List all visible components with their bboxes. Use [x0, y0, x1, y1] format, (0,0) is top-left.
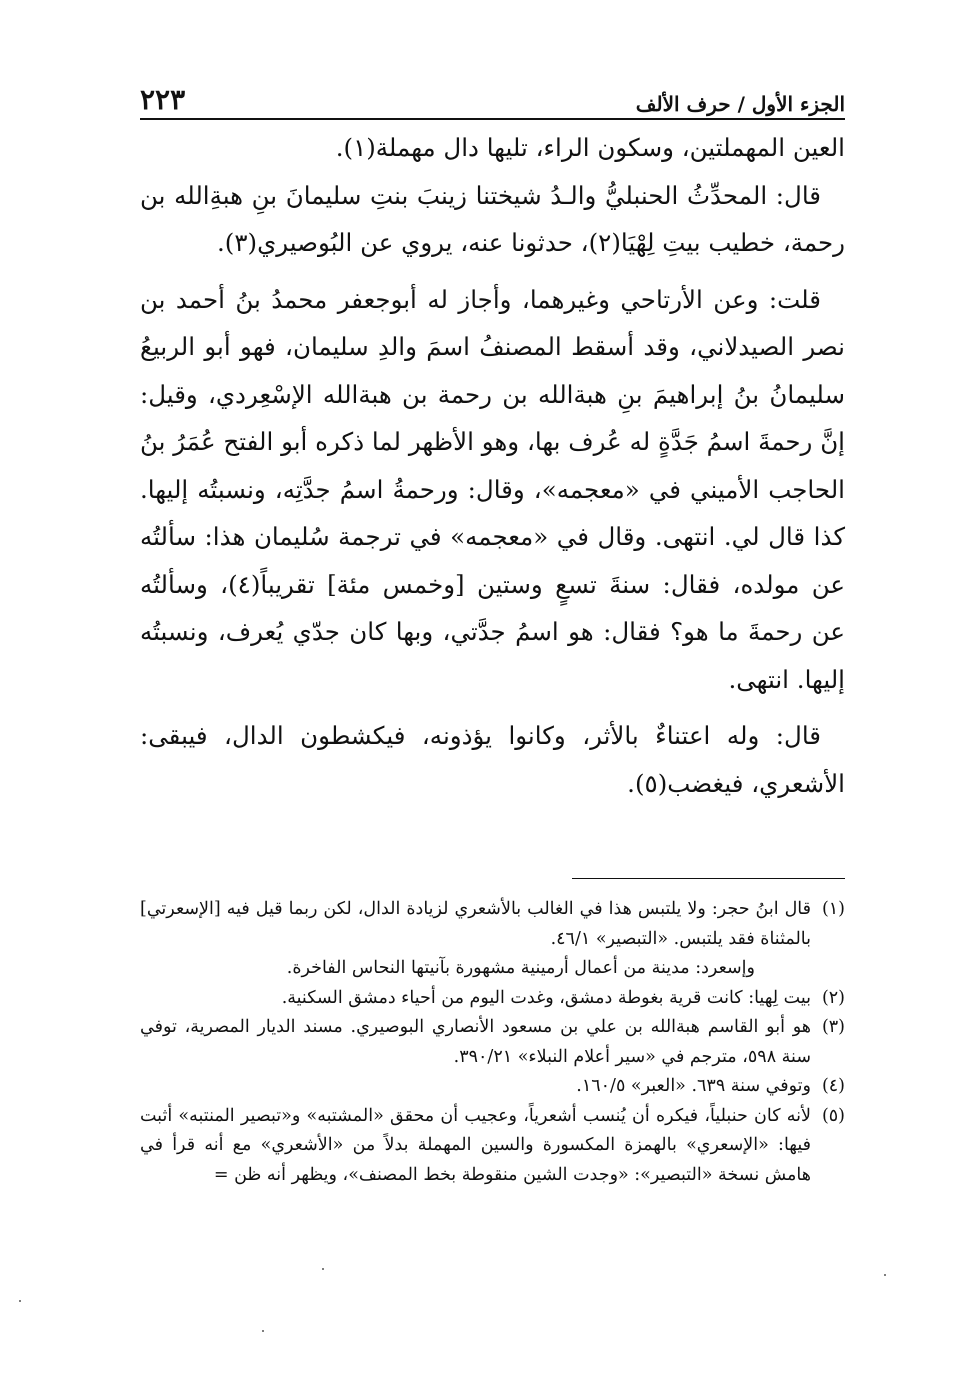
footnote-1-continuation: وإسعرد: مدينة من أعمال أرمينية مشهورة بآنيتها النحاس الفاخرة.: [286, 958, 755, 978]
header-rule: [140, 118, 845, 120]
footnote-text: لأنه كان حنبلياً، فيكره أن يُنسب أشعرياً، وعجيب أن محقق «المشتبه» و«تبصير المنتبه» أثبت فيها: «الإسعري» بالهمزة المكسورة والسين المهملة بدلاً من «الأشعري» مع أنه قرأ في هامش نسخة «التبصير»: «وجدت الشين منقوطة بخط المصنف»، ويظهر أنه ظن =: [140, 1105, 811, 1185]
footnote-text: قال ابنُ حجر: ولا يلتبس هذا في الغالب بالأشعري لزيادة الدال، لكن ربما قيل فيه [الإسعرتي] بالمثناة فقد يلتبس. «التبصير» ٤٦/١.: [140, 899, 811, 949]
footnote-text: بيت لِهيا: كانت قرية بغوطة دمشق، وغدت اليوم من أحياء دمشق السكنية.: [281, 987, 811, 1008]
scan-speck: [19, 1300, 21, 1302]
footnote-2: [140, 984, 845, 1014]
footnote-number: (٣): [821, 1017, 845, 1037]
footnote-number: (٥): [821, 1105, 845, 1126]
paragraph: العين المهملتين، وسكون الراء، تليها دال مهملة(١).: [335, 133, 845, 162]
page-header: [140, 70, 845, 116]
footnote-1: [140, 895, 845, 954]
footnote-text: وتوفي سنة ٦٣٩. «العبر» ١٦٠/٥.: [576, 1076, 811, 1096]
scan-speck: [884, 1274, 886, 1276]
paragraph: قال: وله اعتناءٌ بالأثر، وكانوا يؤذونه، فيكشطون الدال، فيبقى: الأشعري، فيغضب(٥).: [140, 721, 845, 798]
running-title: الجزء الأول / حرف الألف: [635, 92, 845, 116]
paragraph: قلت: وعن الأرتاحي وغيرهما، وأجاز له أبوجعفر محمدُ بنُ أحمد بن نصر الصيدلاني، وقد أسقط المصنفُ اسمَ والدِ سليمان، فهو أبو الربيعُ سليمانُ بنُ إبراهيمَ بنِ هبةالله بن رحمة بن هبةالله الإسْعِردي، وقيل: إنَّ رحمةَ اسمُ جَدَّةٍ له عُرف بها، وهو الأظهر لما ذكره أبو الفتح عُمَرُ بنُ الحاجب الأميني في «معجمه»، وقال: ورحمةُ اسمُ جدَّتِه، ونسبتُه إليها. كذا قال لي. انتهى. وقال في «معجمه» في ترجمة سُليمان هذا: سألتُه عن مولده، فقال: سنةَ تسعٍ وستين [وخمس مئة] تقريباً(٤)، وسألتُه عن رحمةَ ما هو؟ فقال: هو اسمُ جدَّتي، وبها كان جدّي يُعرف، ونسبتُه إليها. انتهى.: [140, 284, 845, 694]
footnote-5: [140, 1102, 845, 1191]
footnotes: [140, 895, 845, 1190]
footnote-3: [140, 1013, 845, 1072]
footnote-number: (١): [821, 899, 845, 919]
footnote-number: (٢): [821, 987, 845, 1008]
footnote-separator: [572, 878, 845, 879]
footnote-4: [140, 1072, 845, 1102]
footnote-text: هو أبو القاسم هبةالله بن علي بن مسعود الأنصاري البوصيري. مسند الديار المصرية، توفي سنة ٥٩٨، مترجم في «سير أعلام النبلاء» ٣٩٠/٢١.: [140, 1017, 811, 1067]
main-text: [140, 124, 845, 807]
page-number: ٢٢٣: [140, 83, 186, 116]
paragraph: قال: المحدِّثُ الحنبليُّ والـدُ شيختنا زينبَ بنتِ سليمانَ بنِ هبةِالله بن رحمة، خطيب بيتِ لِهْيَا(٢)، حدثونا عنه، يروي عن البُوصيري(٣).: [140, 180, 845, 257]
footnote-number: (٤): [821, 1076, 845, 1096]
scan-speck: [262, 1330, 264, 1332]
scan-speck: [322, 1268, 324, 1270]
